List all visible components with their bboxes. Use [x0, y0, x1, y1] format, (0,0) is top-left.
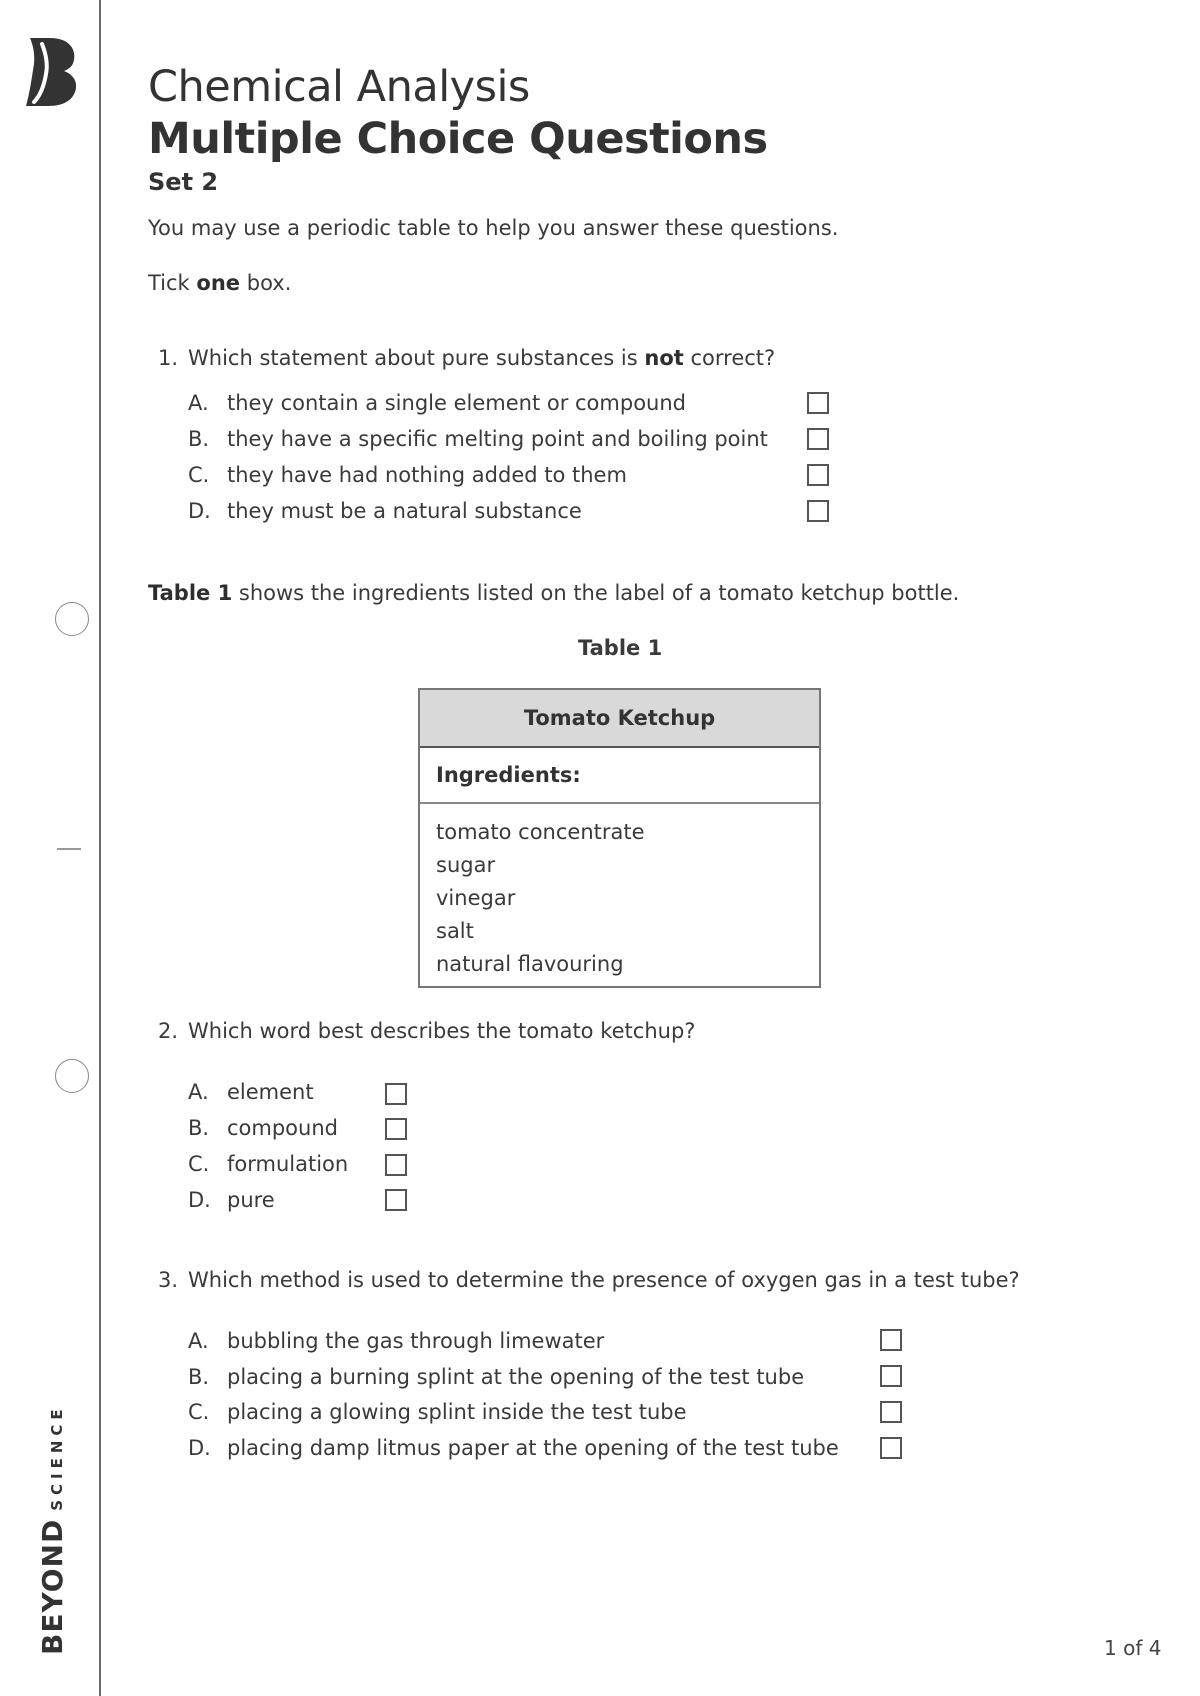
page-title: Chemical Analysis — [148, 62, 530, 112]
table-intro-rest: shows the ingredients listed on the label of a tomato ketchup bottle. — [238, 581, 960, 605]
ingredient-list — [420, 804, 819, 981]
ingredients-table — [418, 688, 821, 988]
q2-option-a-checkbox[interactable] — [385, 1083, 407, 1105]
q3-option-b-checkbox[interactable] — [880, 1365, 902, 1387]
q1-option-d-letter: D. — [188, 499, 211, 523]
page-subtitle: Multiple Choice Questions — [148, 114, 768, 164]
q3-option-a-checkbox[interactable] — [880, 1329, 902, 1351]
q2-option-a-letter: A. — [188, 1080, 209, 1104]
q3-option-d-letter: D. — [188, 1436, 211, 1460]
beyond-b-logo-icon — [24, 36, 80, 108]
fold-mark — [57, 848, 81, 850]
q1-option-c-text: they have had nothing added to them — [227, 463, 627, 487]
question-1-text — [188, 346, 775, 370]
binder-hole-bottom — [55, 1059, 89, 1093]
q2-option-a-text: element — [227, 1080, 314, 1104]
tick-instruction — [148, 271, 291, 295]
q3-option-c-checkbox[interactable] — [880, 1401, 902, 1423]
ingredient-item: salt — [436, 919, 474, 943]
q3-option-b-letter: B. — [188, 1365, 210, 1389]
question-1-text-after: correct? — [690, 346, 776, 370]
question-3-number: 3. — [158, 1268, 179, 1292]
tick-bold: one — [196, 271, 241, 295]
question-1-number: 1. — [158, 346, 179, 370]
table-header: Tomato Ketchup — [420, 690, 819, 748]
brand-small: SCIENCE — [48, 1404, 66, 1511]
q2-option-c-letter: C. — [188, 1152, 210, 1176]
intro-text: You may use a periodic table to help you answer these questions. — [148, 216, 839, 240]
table-subheader: Ingredients: — [420, 748, 819, 804]
table-intro-bold: Table 1 — [148, 581, 233, 605]
table-title: Table 1 — [578, 636, 663, 660]
q1-option-d-checkbox[interactable] — [807, 500, 829, 522]
question-2-text: Which word best describes the tomato ketchup? — [188, 1019, 696, 1043]
tick-suffix: box. — [246, 271, 292, 295]
ingredient-item: sugar — [436, 853, 496, 877]
q1-option-d-text: they must be a natural substance — [227, 499, 582, 523]
q1-option-c-checkbox[interactable] — [807, 464, 829, 486]
q3-option-a-letter: A. — [188, 1329, 209, 1353]
set-label: Set 2 — [148, 168, 219, 196]
q1-option-b-letter: B. — [188, 427, 210, 451]
ingredient-item: vinegar — [436, 886, 516, 910]
q3-option-b-text: placing a burning splint at the opening of the test tube — [227, 1365, 805, 1389]
tick-prefix: Tick — [148, 271, 190, 295]
ingredient-item: natural flavouring — [436, 952, 624, 976]
q2-option-c-checkbox[interactable] — [385, 1154, 407, 1176]
margin-line — [99, 0, 101, 1696]
q2-option-c-text: formulation — [227, 1152, 349, 1176]
q2-option-d-text: pure — [227, 1188, 275, 1212]
q3-option-c-letter: C. — [188, 1400, 210, 1424]
brand-wordmark — [36, 1404, 69, 1655]
binder-hole-top — [55, 602, 89, 636]
question-1-text-before: Which statement about pure substances is — [188, 346, 638, 370]
q3-option-d-text: placing damp litmus paper at the opening of the test tube — [227, 1436, 839, 1460]
page-number: 1 of 4 — [1104, 1636, 1162, 1660]
question-2-number: 2. — [158, 1019, 179, 1043]
q2-option-b-letter: B. — [188, 1116, 210, 1140]
q1-option-a-text: they contain a single element or compound — [227, 391, 686, 415]
q1-option-b-text: they have a specific melting point and boiling point — [227, 427, 768, 451]
question-1-text-bold: not — [644, 346, 684, 370]
q1-option-c-letter: C. — [188, 463, 210, 487]
q1-option-a-letter: A. — [188, 391, 209, 415]
brand-bold: BEYOND — [36, 1518, 69, 1655]
q2-option-d-checkbox[interactable] — [385, 1189, 407, 1211]
q3-option-c-text: placing a glowing splint inside the test tube — [227, 1400, 687, 1424]
q2-option-b-checkbox[interactable] — [385, 1118, 407, 1140]
q2-option-d-letter: D. — [188, 1188, 211, 1212]
ingredient-item: tomato concentrate — [436, 820, 645, 844]
q2-option-b-text: compound — [227, 1116, 338, 1140]
q1-option-a-checkbox[interactable] — [807, 392, 829, 414]
q3-option-d-checkbox[interactable] — [880, 1437, 902, 1459]
q1-option-b-checkbox[interactable] — [807, 428, 829, 450]
q3-option-a-text: bubbling the gas through limewater — [227, 1329, 605, 1353]
question-3-text: Which method is used to determine the presence of oxygen gas in a test tube? — [188, 1268, 1020, 1292]
table-intro — [148, 581, 959, 605]
